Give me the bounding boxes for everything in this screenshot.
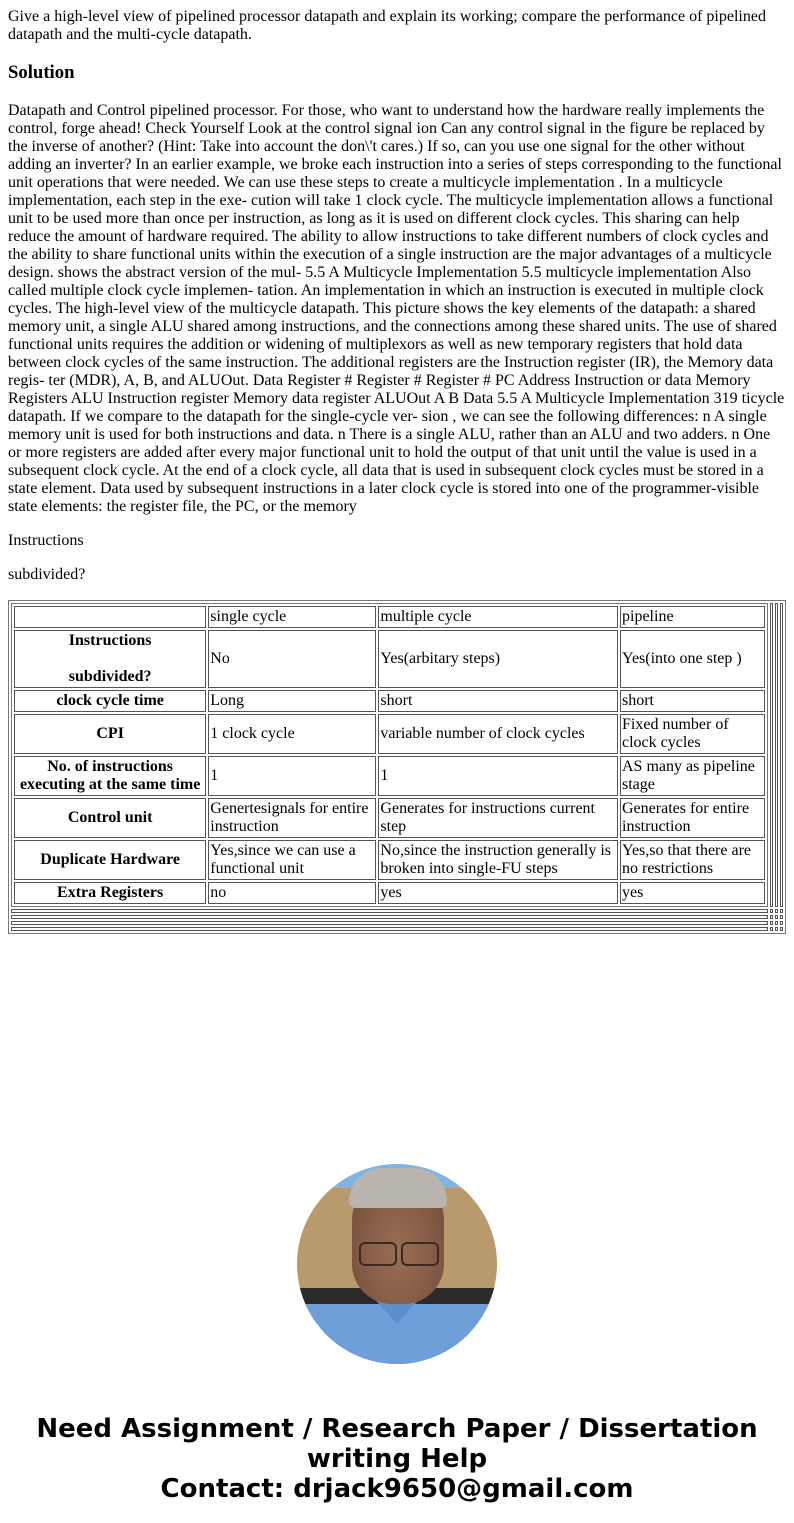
table-cell: Yes(into one step ) [620,630,765,688]
solution-heading: Solution [8,62,75,83]
table-cell: short [620,690,765,712]
empty-row [11,909,783,913]
table-row [14,630,765,688]
row-label-extra-registers: Extra Registers [14,882,206,904]
table-cell: yes [620,882,765,904]
empty-row [11,927,783,931]
avatar-hair [349,1168,447,1208]
avatar-glasses [401,1242,439,1266]
solution-body: Datapath and Control pipelined processor. For those, who want to understand how the hardware really implements the control, forge ahead! Check Yourself Look at the control signal ion Can any control signal in the figure be replaced by the inverse of another? (Hint: Take into account the don\'t cares.) If so, can you use one signal for the other without adding an inverter? In an earlier example, we broke each instruction into a series of steps corresponding to the functional unit operations that were needed. We can use these steps to create a multicycle implementation . In a multicycle implementation, each step in the exe- cution will take 1 clock cycle. The multicycle implementation allows a functional unit to be used more than once per instruction, as long as it is used on different clock cycles. This sharing can help reduce the amount of hardware required. The ability to allow instructions to take different numbers of clock cycles and the ability to share functional units within the execution of a single instruction are the major advantages of a multicycle design. shows the abstract version of the mul- 5.5 A Multicycle Implementation 5.5 multicycle implementation Also called multiple clock cycle implemen- tation. An implementation in which an instruction is executed in multiple clock cycles. The high-level view of the multicycle datapath. This picture shows the key elements of the datapath: a shared memory unit, a single ALU shared among instructions, and the connections among these shared units. The use of shared functional units requires the addition or widening of multiplexors as well as new temporary registers that hold data between clock cycles of the same instruction. The additional registers are the Instruction register (IR), the Memory data regis- ter (MDR), A, B, and ALUOut. Data Register # Register # Register # PC Address Instruction or data Memory Registers ALU Instruction register Memory data register ALUOut A B Data 5.5 A Multicycle Implementation 319 ticycle datapath. If we compare to the datapath for the single-cycle ver- sion , we can see the following differences: n A single memory unit is used for both instructions and data. n There is a single ALU, rather than an ALU and two adders. n One or more registers are added after every major functional unit to hold the output of that unit until the value is used in a subsequent clock cycle. At the end of a clock cycle, all data that is used in subsequent clock cycles must be stored in a state element. Data used by subsequent instructions in a later clock cycle is stored into one of the programmer-visible state elements: the register file, the PC, or the memory [8,102,785,515]
row-label-control-unit: Control unit [14,798,206,838]
empty-column [775,603,778,907]
empty-row [11,915,783,919]
header-cell-multiple-cycle: multiple cycle [378,606,618,628]
author-photo-container [8,1164,786,1364]
stray-line-instructions: Instructions [8,532,84,549]
empty-column [780,603,783,907]
promo-banner [8,1414,786,1504]
table-cell: No [208,630,376,688]
stray-line-subdivided: subdivided? [8,566,86,583]
promo-line-contact: Contact: drjack9650@gmail.com [160,1474,634,1504]
comparison-table-wrapper [8,600,786,934]
table-cell: Genertesignals for entire instruction [208,798,376,838]
table-header-row [14,606,765,628]
table-cell: No,since the instruction generally is broken into single-FU steps [378,840,618,880]
comparison-table-cell [11,603,768,907]
row-label-line: subdivided? [68,668,152,685]
table-row [14,714,765,754]
author-avatar [297,1164,497,1364]
table-row [14,882,765,904]
table-cell: Fixed number of clock cycles [620,714,765,754]
row-label-line: Instructions [68,632,152,649]
row-label-instructions-subdivided [14,630,206,688]
table-cell: variable number of clock cycles [378,714,618,754]
table-cell: Yes,so that there are no restrictions [620,840,765,880]
avatar-glasses [359,1242,397,1266]
header-cell-pipeline: pipeline [620,606,765,628]
comparison-table [11,603,768,907]
table-cell: 1 clock cycle [208,714,376,754]
table-cell: Generates for entire instruction [620,798,765,838]
row-label-clock-cycle-time: clock cycle time [14,690,206,712]
spacer [8,934,786,1164]
empty-row [11,921,783,925]
table-cell: AS many as pipeline stage [620,756,765,796]
row-label-cpi: CPI [14,714,206,754]
row-label-no-of-instructions: No. of instructions executing at the same time [14,756,206,796]
table-cell: no [208,882,376,904]
table-cell: 1 [208,756,376,796]
table-cell: 1 [378,756,618,796]
table-cell: yes [378,882,618,904]
table-cell: Yes(arbitary steps) [378,630,618,688]
promo-line-help: Need Assignment / Research Paper / Dissertation writing Help [36,1414,758,1474]
table-row [14,798,765,838]
row-label-duplicate-hardware: Duplicate Hardware [14,840,206,880]
table-row [14,840,765,880]
table-row [14,756,765,796]
empty-column [770,603,773,907]
table-cell: short [378,690,618,712]
table-cell: Yes,since we can use a functional unit [208,840,376,880]
table-row [14,690,765,712]
header-cell-empty [14,606,206,628]
table-cell: Long [208,690,376,712]
header-cell-single-cycle: single cycle [208,606,376,628]
question-text: Give a high-level view of pipelined processor datapath and explain its working; compare the performance of pipelined datapath and the multi-cycle datapath. [8,8,766,43]
table-cell: Generates for instructions current step [378,798,618,838]
